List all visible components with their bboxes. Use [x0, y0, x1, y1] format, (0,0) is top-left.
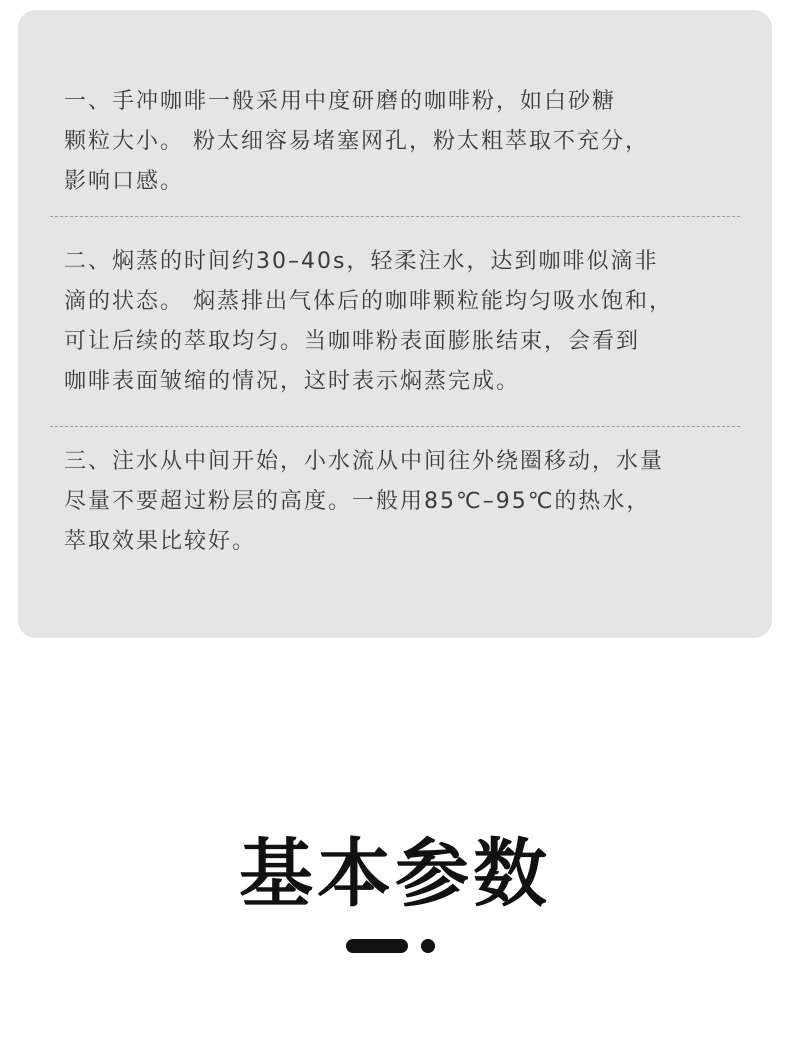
text-line: 可让后续的萃取均匀。当咖啡粉表面膨胀结束，会看到	[64, 329, 641, 354]
text-line: 萃取效果比较好。	[64, 529, 257, 554]
text-line: 咖啡表面皱缩的情况，这时表示焖蒸完成。	[64, 369, 521, 394]
step-two-text	[64, 242, 744, 402]
text-line: 影响口感。	[64, 169, 185, 194]
step-one-text	[64, 82, 744, 202]
dashed-divider	[50, 426, 740, 427]
text-line: 尽量不要超过粉层的高度。一般用85℃–95℃的热水，	[64, 489, 651, 514]
text-line: 三、注水从中间开始，小水流从中间往外绕圈移动，水量	[64, 449, 665, 474]
text-line: 二、焖蒸的时间约30–40s，轻柔注水，达到咖啡似滴非	[64, 249, 659, 274]
heading-underline-bar	[346, 939, 408, 953]
section-heading: 基本参数	[239, 831, 551, 917]
step-three-text	[64, 442, 744, 562]
text-line: 滴的状态。 焖蒸排出气体后的咖啡颗粒能均匀吸水饱和，	[64, 289, 673, 314]
text-line: 一、手冲咖啡一般采用中度研磨的咖啡粉，如白砂糖	[64, 89, 617, 114]
dashed-divider	[50, 216, 740, 217]
instructions-card	[18, 10, 772, 638]
text-line: 颗粒大小。 粉太细容易堵塞网孔，粉太粗萃取不充分，	[64, 129, 649, 154]
heading-underline-dot	[421, 939, 435, 953]
